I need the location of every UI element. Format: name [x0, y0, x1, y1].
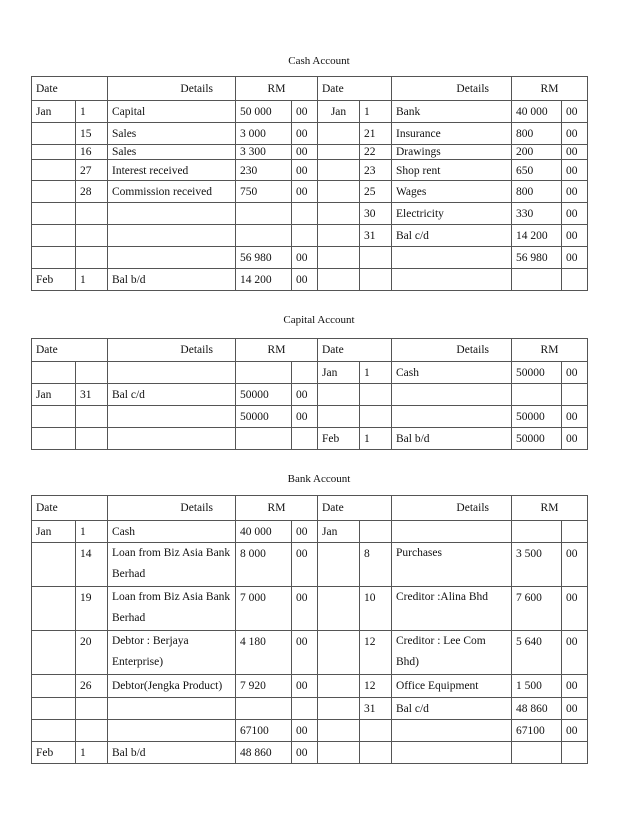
credit-cents-cell: 00 — [562, 587, 588, 631]
credit-details-cell — [392, 521, 512, 543]
credit-cents-cell — [562, 269, 588, 291]
debit-details-cell — [108, 428, 236, 450]
credit-cents-cell: 00 — [562, 203, 588, 225]
debit-month-cell — [32, 587, 76, 631]
credit-cents-cell: 00 — [562, 225, 588, 247]
header-details-left: Details — [108, 339, 236, 362]
credit-amount-cell — [512, 521, 562, 543]
credit-day-cell — [360, 742, 392, 764]
debit-month-cell: Jan — [32, 101, 76, 123]
ledger-row — [32, 362, 588, 384]
credit-month-cell — [318, 698, 360, 720]
ledger-row — [32, 720, 588, 742]
debit-amount-cell — [236, 428, 292, 450]
credit-month-cell: Jan — [318, 521, 360, 543]
header-date-left: Date — [32, 339, 108, 362]
debit-amount-cell: 67100 — [236, 720, 292, 742]
credit-month-cell: Feb — [318, 428, 360, 450]
debit-details-cell: Sales — [108, 123, 236, 145]
debit-cents-cell: 00 — [292, 181, 318, 203]
credit-cents-cell — [562, 384, 588, 406]
debit-month-cell — [32, 406, 76, 428]
header-date-right: Date — [318, 339, 392, 362]
debit-month-cell — [32, 181, 76, 203]
credit-details-cell: Bank — [392, 101, 512, 123]
credit-cents-cell — [562, 521, 588, 543]
debit-details-cell: Bal b/d — [108, 269, 236, 291]
credit-amount-cell: 67100 — [512, 720, 562, 742]
credit-month-cell — [318, 543, 360, 587]
credit-amount-cell: 14 200 — [512, 225, 562, 247]
credit-amount-cell: 650 — [512, 160, 562, 181]
debit-cents-cell: 00 — [292, 247, 318, 269]
debit-amount-cell — [236, 698, 292, 720]
credit-cents-cell: 00 — [562, 123, 588, 145]
capital-account-title: Capital Account — [283, 314, 355, 326]
credit-details-cell: Office Equipment — [392, 675, 512, 698]
debit-details-cell — [108, 406, 236, 428]
debit-amount-cell: 7 920 — [236, 675, 292, 698]
credit-month-cell — [318, 269, 360, 291]
ledger-row — [32, 181, 588, 203]
ledger-row — [32, 428, 588, 450]
debit-amount-cell: 7 000 — [236, 587, 292, 631]
header-details-right: Details — [392, 339, 512, 362]
debit-details-cell — [108, 698, 236, 720]
ledger-row — [32, 521, 588, 543]
credit-details-cell: Shop rent — [392, 160, 512, 181]
credit-amount-cell: 40 000 — [512, 101, 562, 123]
header-rm-right: RM — [512, 77, 588, 101]
credit-month-cell — [318, 225, 360, 247]
debit-cents-cell — [292, 362, 318, 384]
credit-amount-cell — [512, 384, 562, 406]
debit-day-cell: 15 — [76, 123, 108, 145]
credit-month-cell — [318, 160, 360, 181]
debit-day-cell: 28 — [76, 181, 108, 203]
credit-details-cell: Insurance — [392, 123, 512, 145]
debit-day-cell: 1 — [76, 742, 108, 764]
debit-amount-cell: 40 000 — [236, 521, 292, 543]
debit-day-cell: 20 — [76, 631, 108, 675]
ledger-row — [32, 123, 588, 145]
debit-details-cell: Cash — [108, 521, 236, 543]
credit-details-cell — [392, 720, 512, 742]
credit-details-cell: Wages — [392, 181, 512, 203]
debit-cents-cell: 00 — [292, 101, 318, 123]
debit-day-cell: 1 — [76, 521, 108, 543]
debit-amount-cell: 3 000 — [236, 123, 292, 145]
credit-amount-cell: 800 — [512, 123, 562, 145]
credit-details-cell — [392, 406, 512, 428]
credit-amount-cell: 5 640 — [512, 631, 562, 675]
debit-month-cell — [32, 428, 76, 450]
debit-details-cell: Bal b/d — [108, 742, 236, 764]
debit-details-cell: Capital — [108, 101, 236, 123]
debit-cents-cell: 00 — [292, 675, 318, 698]
debit-month-cell: Feb — [32, 269, 76, 291]
credit-cents-cell: 00 — [562, 145, 588, 160]
ledger-row — [32, 269, 588, 291]
debit-day-cell: 19 — [76, 587, 108, 631]
ledger-row — [32, 145, 588, 160]
ledger-row — [32, 675, 588, 698]
credit-day-cell — [360, 269, 392, 291]
debit-month-cell — [32, 631, 76, 675]
credit-day-cell: 23 — [360, 160, 392, 181]
credit-day-cell — [360, 384, 392, 406]
debit-details-cell — [108, 362, 236, 384]
ledger-row — [32, 406, 588, 428]
debit-cents-cell: 00 — [292, 145, 318, 160]
credit-day-cell: 21 — [360, 123, 392, 145]
credit-details-cell: Drawings — [392, 145, 512, 160]
credit-amount-cell: 56 980 — [512, 247, 562, 269]
debit-details-cell: Bal c/d — [108, 384, 236, 406]
debit-cents-cell: 00 — [292, 384, 318, 406]
debit-amount-cell — [236, 225, 292, 247]
debit-cents-cell: 00 — [292, 521, 318, 543]
debit-cents-cell: 00 — [292, 269, 318, 291]
credit-day-cell — [360, 720, 392, 742]
credit-day-cell: 22 — [360, 145, 392, 160]
credit-day-cell: 12 — [360, 631, 392, 675]
credit-day-cell: 31 — [360, 698, 392, 720]
debit-month-cell — [32, 123, 76, 145]
credit-cents-cell: 00 — [562, 543, 588, 587]
header-date-left: Date — [32, 496, 108, 521]
credit-details-cell: Bal b/d — [392, 428, 512, 450]
header-rm-left: RM — [236, 339, 318, 362]
credit-amount-cell: 48 860 — [512, 698, 562, 720]
credit-amount-cell: 3 500 — [512, 543, 562, 587]
ledger-row — [32, 587, 588, 631]
credit-month-cell — [318, 631, 360, 675]
credit-cents-cell: 00 — [562, 698, 588, 720]
debit-month-cell — [32, 543, 76, 587]
credit-details-cell: Cash — [392, 362, 512, 384]
debit-month-cell — [32, 720, 76, 742]
debit-details-cell: Debtor(Jengka Product) — [108, 675, 236, 698]
debit-details-cell: Sales — [108, 145, 236, 160]
credit-month-cell — [318, 247, 360, 269]
credit-month-cell — [318, 406, 360, 428]
debit-day-cell — [76, 225, 108, 247]
debit-day-cell: 31 — [76, 384, 108, 406]
debit-cents-cell — [292, 203, 318, 225]
debit-amount-cell: 3 300 — [236, 145, 292, 160]
credit-amount-cell: 800 — [512, 181, 562, 203]
ledger-row — [32, 742, 588, 764]
credit-day-cell — [360, 247, 392, 269]
credit-day-cell: 12 — [360, 675, 392, 698]
credit-day-cell: 30 — [360, 203, 392, 225]
ledger-row — [32, 160, 588, 181]
credit-details-cell — [392, 384, 512, 406]
debit-cents-cell: 00 — [292, 543, 318, 587]
debit-cents-cell: 00 — [292, 406, 318, 428]
debit-day-cell: 26 — [76, 675, 108, 698]
credit-amount-cell: 50000 — [512, 362, 562, 384]
credit-month-cell — [318, 384, 360, 406]
debit-details-cell — [108, 247, 236, 269]
ledger-row — [32, 698, 588, 720]
credit-cents-cell: 00 — [562, 362, 588, 384]
ledger-row — [32, 225, 588, 247]
debit-amount-cell: 50000 — [236, 406, 292, 428]
credit-day-cell: 8 — [360, 543, 392, 587]
debit-day-cell — [76, 362, 108, 384]
credit-details-cell — [392, 742, 512, 764]
ledger-row — [32, 384, 588, 406]
debit-cents-cell — [292, 428, 318, 450]
debit-day-cell — [76, 406, 108, 428]
debit-amount-cell: 4 180 — [236, 631, 292, 675]
credit-details-cell: Creditor : Lee Com Bhd) — [392, 631, 512, 675]
cash-account-title: Cash Account — [288, 55, 350, 67]
debit-month-cell — [32, 145, 76, 160]
debit-month-cell — [32, 362, 76, 384]
debit-day-cell: 1 — [76, 101, 108, 123]
credit-amount-cell — [512, 269, 562, 291]
debit-amount-cell: 750 — [236, 181, 292, 203]
bank-account-table — [31, 495, 588, 764]
credit-details-cell — [392, 247, 512, 269]
debit-day-cell: 1 — [76, 269, 108, 291]
debit-month-cell — [32, 225, 76, 247]
debit-amount-cell: 48 860 — [236, 742, 292, 764]
credit-day-cell: 1 — [360, 428, 392, 450]
debit-month-cell: Feb — [32, 742, 76, 764]
credit-month-cell: Jan — [318, 101, 360, 123]
credit-cents-cell: 00 — [562, 406, 588, 428]
debit-day-cell — [76, 203, 108, 225]
debit-details-cell — [108, 225, 236, 247]
debit-details-cell — [108, 203, 236, 225]
credit-day-cell: 1 — [360, 362, 392, 384]
credit-month-cell — [318, 123, 360, 145]
credit-day-cell — [360, 521, 392, 543]
credit-amount-cell: 50000 — [512, 406, 562, 428]
debit-cents-cell: 00 — [292, 160, 318, 181]
credit-day-cell — [360, 406, 392, 428]
debit-amount-cell: 8 000 — [236, 543, 292, 587]
header-row — [32, 496, 588, 521]
header-rm-left: RM — [236, 77, 318, 101]
debit-day-cell — [76, 428, 108, 450]
debit-month-cell: Jan — [32, 384, 76, 406]
header-details-right: Details — [392, 496, 512, 521]
credit-month-cell — [318, 145, 360, 160]
debit-cents-cell: 00 — [292, 631, 318, 675]
debit-cents-cell: 00 — [292, 720, 318, 742]
debit-details-cell: Loan from Biz Asia Bank Berhad — [108, 587, 236, 631]
credit-amount-cell: 7 600 — [512, 587, 562, 631]
debit-cents-cell — [292, 698, 318, 720]
credit-amount-cell: 200 — [512, 145, 562, 160]
credit-month-cell — [318, 203, 360, 225]
ledger-row — [32, 543, 588, 587]
header-rm-left: RM — [236, 496, 318, 521]
credit-month-cell — [318, 742, 360, 764]
ledger-row — [32, 203, 588, 225]
header-rm-right: RM — [512, 339, 588, 362]
debit-cents-cell: 00 — [292, 742, 318, 764]
debit-day-cell — [76, 720, 108, 742]
credit-details-cell — [392, 269, 512, 291]
header-row — [32, 339, 588, 362]
header-date-right: Date — [318, 496, 392, 521]
debit-day-cell: 16 — [76, 145, 108, 160]
debit-month-cell: Jan — [32, 521, 76, 543]
debit-month-cell — [32, 203, 76, 225]
cash-account-table — [31, 76, 588, 291]
debit-month-cell — [32, 675, 76, 698]
debit-details-cell — [108, 720, 236, 742]
credit-details-cell: Bal c/d — [392, 225, 512, 247]
debit-amount-cell: 230 — [236, 160, 292, 181]
credit-cents-cell: 00 — [562, 675, 588, 698]
ledger-row — [32, 631, 588, 675]
header-row — [32, 77, 588, 101]
credit-cents-cell: 00 — [562, 631, 588, 675]
debit-amount-cell: 50 000 — [236, 101, 292, 123]
debit-day-cell — [76, 247, 108, 269]
debit-cents-cell — [292, 225, 318, 247]
header-details-left: Details — [108, 496, 236, 521]
debit-month-cell — [32, 698, 76, 720]
credit-cents-cell: 00 — [562, 247, 588, 269]
credit-cents-cell: 00 — [562, 101, 588, 123]
header-date-left: Date — [32, 77, 108, 101]
credit-cents-cell: 00 — [562, 181, 588, 203]
credit-cents-cell — [562, 742, 588, 764]
debit-cents-cell: 00 — [292, 587, 318, 631]
header-rm-right: RM — [512, 496, 588, 521]
debit-amount-cell: 50000 — [236, 384, 292, 406]
debit-details-cell: Debtor : Berjaya Enterprise) — [108, 631, 236, 675]
debit-day-cell — [76, 698, 108, 720]
debit-details-cell: Commission received — [108, 181, 236, 203]
credit-amount-cell: 330 — [512, 203, 562, 225]
credit-amount-cell — [512, 742, 562, 764]
debit-day-cell: 27 — [76, 160, 108, 181]
credit-day-cell: 1 — [360, 101, 392, 123]
debit-day-cell: 14 — [76, 543, 108, 587]
credit-details-cell: Purchases — [392, 543, 512, 587]
bank-account-title: Bank Account — [287, 473, 351, 485]
capital-account-table — [31, 338, 588, 450]
credit-month-cell — [318, 720, 360, 742]
ledger-row — [32, 101, 588, 123]
debit-amount-cell — [236, 203, 292, 225]
credit-cents-cell: 00 — [562, 160, 588, 181]
debit-amount-cell: 14 200 — [236, 269, 292, 291]
credit-day-cell: 31 — [360, 225, 392, 247]
credit-day-cell: 25 — [360, 181, 392, 203]
debit-amount-cell — [236, 362, 292, 384]
header-details-left: Details — [108, 77, 236, 101]
credit-amount-cell: 50000 — [512, 428, 562, 450]
credit-month-cell: Jan — [318, 362, 360, 384]
credit-cents-cell: 00 — [562, 720, 588, 742]
debit-month-cell — [32, 247, 76, 269]
header-date-right: Date — [318, 77, 392, 101]
credit-day-cell: 10 — [360, 587, 392, 631]
debit-cents-cell: 00 — [292, 123, 318, 145]
credit-cents-cell: 00 — [562, 428, 588, 450]
debit-details-cell: Loan from Biz Asia Bank Berhad — [108, 543, 236, 587]
credit-amount-cell: 1 500 — [512, 675, 562, 698]
credit-month-cell — [318, 675, 360, 698]
credit-month-cell — [318, 181, 360, 203]
credit-details-cell: Bal c/d — [392, 698, 512, 720]
debit-month-cell — [32, 160, 76, 181]
credit-details-cell: Creditor :Alina Bhd — [392, 587, 512, 631]
debit-details-cell: Interest received — [108, 160, 236, 181]
credit-details-cell: Electricity — [392, 203, 512, 225]
credit-month-cell — [318, 587, 360, 631]
ledger-row — [32, 247, 588, 269]
debit-amount-cell: 56 980 — [236, 247, 292, 269]
header-details-right: Details — [392, 77, 512, 101]
